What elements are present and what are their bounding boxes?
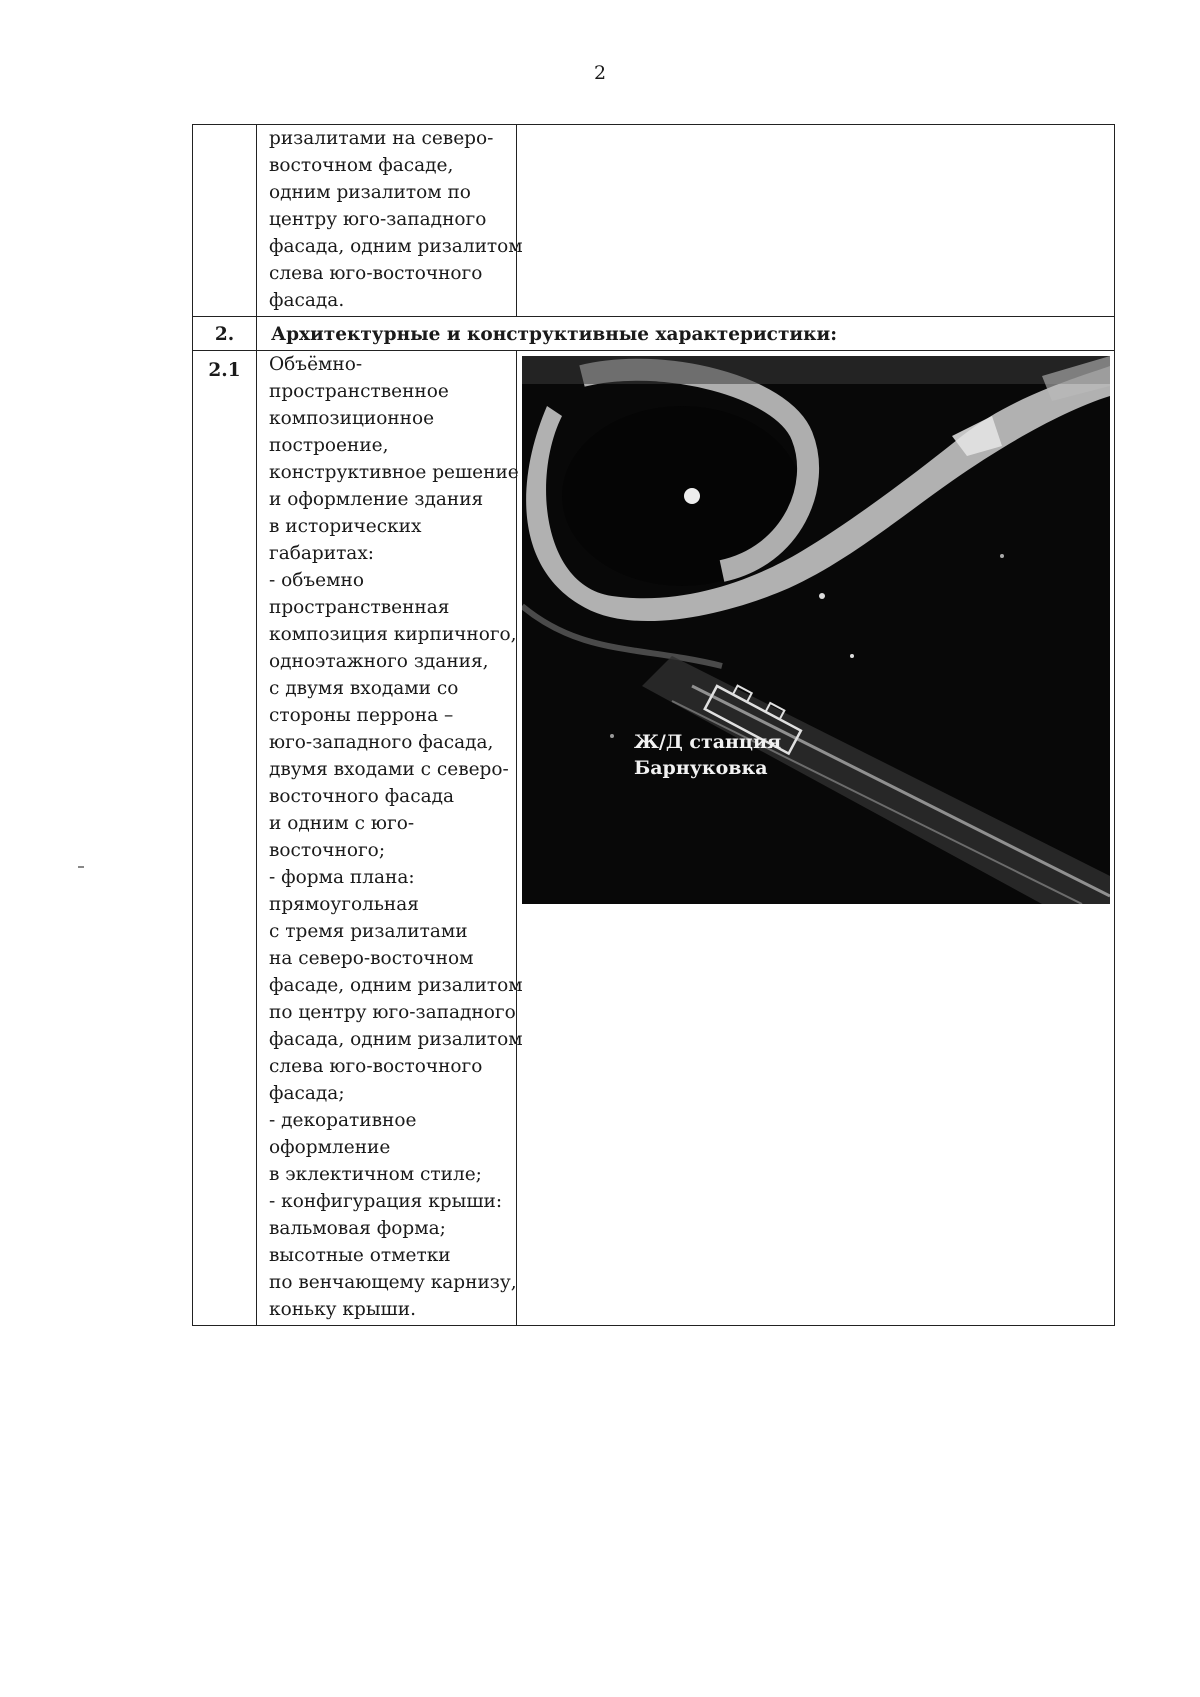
description-line: - форма плана: [269, 867, 415, 888]
description-line: по венчающему карнизу, [269, 1272, 517, 1293]
description-line: фасада, одним ризалитом [269, 236, 523, 257]
description-line: композиционное [269, 408, 435, 429]
description-line: с двумя входами со [269, 678, 459, 699]
description-line: центру юго-западного [269, 209, 487, 230]
description-line: пространственное [269, 381, 449, 402]
description-line: - конфигурация крыши: [269, 1191, 503, 1212]
description-line: вальмовая форма; [269, 1218, 446, 1239]
description-line: восточном фасаде, [269, 155, 454, 176]
description-line: фасаде, одним ризалитом [269, 975, 523, 996]
description-line: на северо-восточном [269, 948, 474, 969]
section-heading: Архитектурные и конструктивные характеристики: [257, 317, 1115, 351]
description-line: габаритах: [269, 543, 374, 564]
description-line: пространственная [269, 597, 450, 618]
description-line: ризалитами на северо- [269, 128, 494, 149]
description-line: фасада. [269, 290, 345, 311]
description-line: прямоугольная [269, 894, 419, 915]
description-line: Объёмно- [269, 354, 363, 375]
continued-row [193, 125, 1115, 317]
continued-image-cell [517, 125, 1115, 317]
description-line: слева юго-восточного [269, 1056, 483, 1077]
description-line: - объемно [269, 570, 364, 591]
description-line: восточного; [269, 840, 386, 861]
photo-label-line1: Ж/Д станция [634, 731, 782, 753]
description-line: фасада; [269, 1083, 345, 1104]
section-number: 2. [193, 317, 257, 351]
description-line: с тремя ризалитами [269, 921, 468, 942]
item-image-cell [517, 351, 1115, 1326]
description-line: построение, [269, 435, 389, 456]
item-description-cell [257, 351, 523, 1326]
description-line: слева юго-восточного [269, 263, 483, 284]
description-line: конструктивное решение [269, 462, 519, 483]
margin-mark [78, 866, 84, 868]
description-line: одним ризалитом по [269, 182, 471, 203]
item-row [193, 351, 1115, 1326]
continued-number-cell [193, 125, 257, 317]
description-line: по центру юго-западного [269, 1002, 516, 1023]
description-line: восточного фасада [269, 786, 455, 807]
aerial-photo [522, 356, 1110, 904]
continued-description-cell [257, 125, 523, 317]
characteristics-table [192, 124, 1115, 1326]
description-line: в исторических [269, 516, 422, 537]
description-line: стороны перрона – [269, 705, 454, 726]
item-number: 2.1 [193, 351, 257, 1326]
description-line: одноэтажного здания, [269, 651, 489, 672]
description-line: и оформление здания [269, 489, 484, 510]
description-line: коньку крыши. [269, 1299, 416, 1320]
description-line: в эклектичном стиле; [269, 1164, 482, 1185]
description-line: композиция кирпичного, [269, 624, 517, 645]
page-number: 2 [593, 62, 607, 84]
description-line: оформление [269, 1137, 391, 1158]
photo-label-line2: Барнуковка [634, 757, 768, 779]
section-row [193, 317, 1115, 351]
description-line: - декоративное [269, 1110, 417, 1131]
description-line: двумя входами с северо- [269, 759, 509, 780]
description-line: и одним с юго- [269, 813, 415, 834]
description-line: фасада, одним ризалитом [269, 1029, 523, 1050]
description-line: юго-западного фасада, [269, 732, 494, 753]
description-line: высотные отметки [269, 1245, 451, 1266]
